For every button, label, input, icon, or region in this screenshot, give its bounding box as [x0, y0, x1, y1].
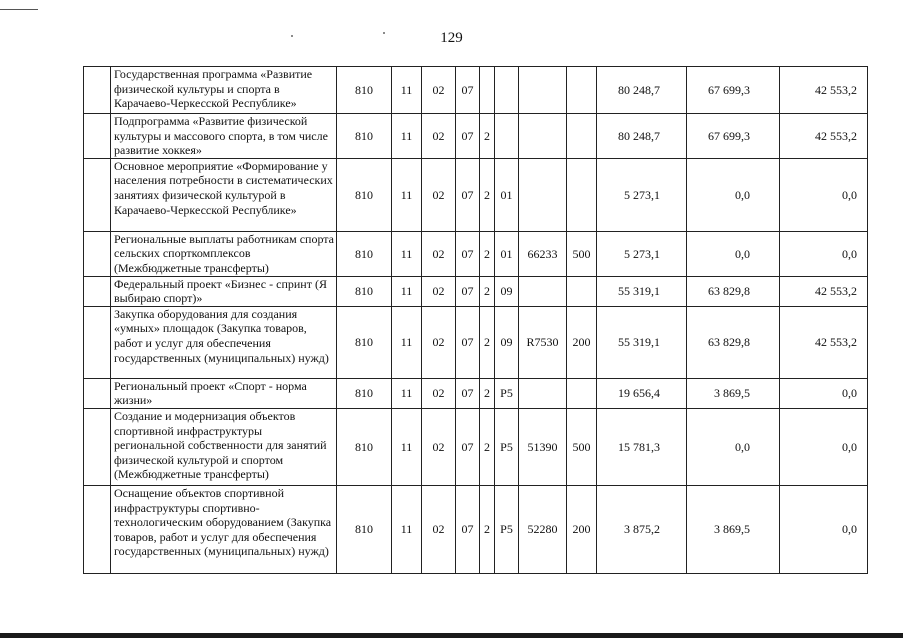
program-code-cell: 07	[456, 408, 480, 485]
amount-year2-cell: 3 869,5	[687, 378, 780, 408]
measure-code-cell: P5	[495, 408, 519, 485]
section-code-cell: 11	[392, 485, 422, 573]
table-row	[84, 485, 868, 573]
subprogram-code-cell: 2	[480, 378, 495, 408]
expense-type-cell: 500	[567, 408, 597, 485]
direction-code-cell	[519, 378, 567, 408]
direction-code-cell	[519, 67, 567, 114]
expense-type-cell	[567, 158, 597, 231]
program-code-cell: 07	[456, 231, 480, 276]
amount-year2-cell: 67 699,3	[687, 114, 780, 159]
measure-code-cell: 09	[495, 306, 519, 378]
section-code-cell: 11	[392, 158, 422, 231]
row-blank-cell	[84, 231, 111, 276]
direction-code-cell: R7530	[519, 306, 567, 378]
expense-type-cell: 200	[567, 306, 597, 378]
row-blank-cell	[84, 114, 111, 159]
amount-year3-cell: 0,0	[780, 231, 868, 276]
item-name-cell: Подпрограмма «Развитие физической культуры и массового спорта, в том числе развитие хоккея»	[111, 114, 337, 159]
page-number: 129	[440, 30, 463, 46]
subsection-code-cell: 02	[422, 67, 456, 114]
program-code-cell: 07	[456, 158, 480, 231]
ministry-code-cell: 810	[337, 67, 392, 114]
amount-year2-cell: 63 829,8	[687, 276, 780, 306]
amount-year2-cell: 3 869,5	[687, 485, 780, 573]
subprogram-code-cell: 2	[480, 158, 495, 231]
row-blank-cell	[84, 378, 111, 408]
measure-code-cell: 01	[495, 158, 519, 231]
table-row	[84, 114, 868, 159]
ministry-code-cell: 810	[337, 276, 392, 306]
amount-year1-cell: 55 319,1	[597, 306, 687, 378]
amount-year2-cell: 63 829,8	[687, 306, 780, 378]
direction-code-cell	[519, 158, 567, 231]
section-code-cell: 11	[392, 306, 422, 378]
amount-year1-cell: 3 875,2	[597, 485, 687, 573]
amount-year1-cell: 80 248,7	[597, 114, 687, 159]
measure-code-cell: 09	[495, 276, 519, 306]
amount-year3-cell: 0,0	[780, 158, 868, 231]
amount-year1-cell: 5 273,1	[597, 231, 687, 276]
amount-year3-cell: 0,0	[780, 408, 868, 485]
subsection-code-cell: 02	[422, 306, 456, 378]
measure-code-cell: P5	[495, 378, 519, 408]
program-code-cell: 07	[456, 378, 480, 408]
ministry-code-cell: 810	[337, 158, 392, 231]
row-blank-cell	[84, 158, 111, 231]
subsection-code-cell: 02	[422, 378, 456, 408]
ministry-code-cell: 810	[337, 114, 392, 159]
expense-type-cell	[567, 378, 597, 408]
amount-year1-cell: 55 319,1	[597, 276, 687, 306]
amount-year3-cell: 42 553,2	[780, 306, 868, 378]
table-row	[84, 378, 868, 408]
subsection-code-cell: 02	[422, 276, 456, 306]
subsection-code-cell: 02	[422, 485, 456, 573]
expense-type-cell	[567, 276, 597, 306]
page-bottom-edge	[0, 633, 903, 638]
section-code-cell: 11	[392, 276, 422, 306]
measure-code-cell	[495, 114, 519, 159]
amount-year2-cell: 0,0	[687, 408, 780, 485]
ministry-code-cell: 810	[337, 306, 392, 378]
subprogram-code-cell: 2	[480, 408, 495, 485]
subprogram-code-cell: 2	[480, 114, 495, 159]
subsection-code-cell: 02	[422, 231, 456, 276]
direction-code-cell: 51390	[519, 408, 567, 485]
expense-type-cell	[567, 114, 597, 159]
direction-code-cell: 66233	[519, 231, 567, 276]
section-code-cell: 11	[392, 67, 422, 114]
measure-code-cell: P5	[495, 485, 519, 573]
amount-year3-cell: 0,0	[780, 485, 868, 573]
measure-code-cell	[495, 67, 519, 114]
row-blank-cell	[84, 485, 111, 573]
item-name-cell: Создание и модернизация объектов спортивной инфраструктуры региональной собственности для занятий физической культурой и спортом (Межбюджетные трансферты)	[111, 408, 337, 485]
amount-year3-cell: 42 553,2	[780, 114, 868, 159]
amount-year3-cell: 0,0	[780, 378, 868, 408]
subsection-code-cell: 02	[422, 408, 456, 485]
program-code-cell: 07	[456, 276, 480, 306]
table-row	[84, 158, 868, 231]
subprogram-code-cell: 2	[480, 231, 495, 276]
program-code-cell: 07	[456, 306, 480, 378]
budget-table	[83, 66, 868, 574]
program-code-cell: 07	[456, 485, 480, 573]
subsection-code-cell: 02	[422, 158, 456, 231]
section-code-cell: 11	[392, 231, 422, 276]
top-edge-rule	[0, 9, 38, 10]
subprogram-code-cell: 2	[480, 306, 495, 378]
subprogram-code-cell	[480, 67, 495, 114]
direction-code-cell: 52280	[519, 485, 567, 573]
ministry-code-cell: 810	[337, 378, 392, 408]
table-row	[84, 276, 868, 306]
item-name-cell: Федеральный проект «Бизнес - спринт (Я выбираю спорт)»	[111, 276, 337, 306]
ministry-code-cell: 810	[337, 231, 392, 276]
amount-year3-cell: 42 553,2	[780, 67, 868, 114]
amount-year3-cell: 42 553,2	[780, 276, 868, 306]
section-code-cell: 11	[392, 378, 422, 408]
item-name-cell: Оснащение объектов спортивной инфраструктуры спортивно-технологическим оборудованием (Закупка товаров, работ и услуг для обеспечения государственных (муниципальных) нужд)	[111, 485, 337, 573]
amount-year1-cell: 80 248,7	[597, 67, 687, 114]
ministry-code-cell: 810	[337, 485, 392, 573]
item-name-cell: Государственная программа «Развитие физической культуры и спорта в Карачаево-Черкесской Республике»	[111, 67, 337, 114]
amount-year1-cell: 5 273,1	[597, 158, 687, 231]
section-code-cell: 11	[392, 408, 422, 485]
item-name-cell: Закупка оборудования для создания «умных» площадок (Закупка товаров, работ и услуг для обеспечения государственных (муниципальных) нужд)	[111, 306, 337, 378]
item-name-cell: Региональные выплаты работникам спорта сельских спорткомплексов (Межбюджетные трансферты)	[111, 231, 337, 276]
amount-year2-cell: 67 699,3	[687, 67, 780, 114]
subsection-code-cell: 02	[422, 114, 456, 159]
subprogram-code-cell: 2	[480, 276, 495, 306]
section-code-cell: 11	[392, 114, 422, 159]
row-blank-cell	[84, 408, 111, 485]
item-name-cell: Региональный проект «Спорт - норма жизни»	[111, 378, 337, 408]
expense-type-cell: 200	[567, 485, 597, 573]
row-blank-cell	[84, 67, 111, 114]
row-blank-cell	[84, 306, 111, 378]
table-row	[84, 408, 868, 485]
amount-year2-cell: 0,0	[687, 231, 780, 276]
amount-year2-cell: 0,0	[687, 158, 780, 231]
ministry-code-cell: 810	[337, 408, 392, 485]
expense-type-cell	[567, 67, 597, 114]
direction-code-cell	[519, 276, 567, 306]
table-row	[84, 306, 868, 378]
table-row	[84, 231, 868, 276]
amount-year1-cell: 15 781,3	[597, 408, 687, 485]
item-name-cell: Основное мероприятие «Формирование у населения потребности в систематических занятиях физической культурой в Карачаево-Черкесской Республике»	[111, 158, 337, 231]
expense-type-cell: 500	[567, 231, 597, 276]
direction-code-cell	[519, 114, 567, 159]
program-code-cell: 07	[456, 67, 480, 114]
table-row	[84, 67, 868, 114]
measure-code-cell: 01	[495, 231, 519, 276]
subprogram-code-cell: 2	[480, 485, 495, 573]
program-code-cell: 07	[456, 114, 480, 159]
amount-year1-cell: 19 656,4	[597, 378, 687, 408]
row-blank-cell	[84, 276, 111, 306]
